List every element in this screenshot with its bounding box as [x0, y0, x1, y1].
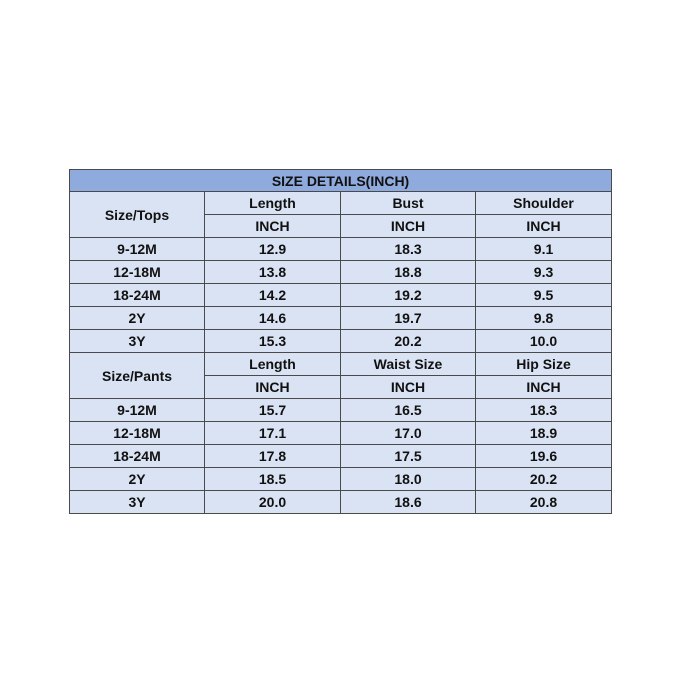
- value-cell: 20.2: [341, 330, 476, 353]
- size-cell: 12-18M: [70, 422, 205, 445]
- value-cell: 20.8: [476, 491, 612, 514]
- size-cell: 3Y: [70, 330, 205, 353]
- value-cell: 20.0: [205, 491, 341, 514]
- pants-header-waist: Waist Size: [341, 353, 476, 376]
- table-row: [70, 468, 612, 491]
- value-cell: 17.8: [205, 445, 341, 468]
- tops-header-bust: Bust: [341, 192, 476, 215]
- table-row: [70, 261, 612, 284]
- pants-header-length: Length: [205, 353, 341, 376]
- pants-header-hip: Hip Size: [476, 353, 612, 376]
- value-cell: 19.7: [341, 307, 476, 330]
- value-cell: 16.5: [341, 399, 476, 422]
- value-cell: 10.0: [476, 330, 612, 353]
- size-cell: 12-18M: [70, 261, 205, 284]
- tops-header-length: Length: [205, 192, 341, 215]
- value-cell: 13.8: [205, 261, 341, 284]
- size-cell: 2Y: [70, 307, 205, 330]
- size-details-table: [69, 169, 612, 514]
- pants-unit-hip: INCH: [476, 376, 612, 399]
- value-cell: 19.6: [476, 445, 612, 468]
- value-cell: 18.8: [341, 261, 476, 284]
- pants-header-row: [70, 353, 612, 376]
- value-cell: 9.8: [476, 307, 612, 330]
- value-cell: 18.3: [476, 399, 612, 422]
- size-cell: 18-24M: [70, 284, 205, 307]
- table-row: [70, 399, 612, 422]
- size-cell: 2Y: [70, 468, 205, 491]
- table-title-row: [70, 170, 612, 192]
- size-cell: 18-24M: [70, 445, 205, 468]
- tops-section-label: Size/Tops: [70, 192, 205, 238]
- value-cell: 19.2: [341, 284, 476, 307]
- tops-unit-length: INCH: [205, 215, 341, 238]
- value-cell: 9.5: [476, 284, 612, 307]
- value-cell: 14.6: [205, 307, 341, 330]
- value-cell: 18.6: [341, 491, 476, 514]
- table-row: [70, 284, 612, 307]
- value-cell: 14.2: [205, 284, 341, 307]
- value-cell: 17.0: [341, 422, 476, 445]
- value-cell: 15.3: [205, 330, 341, 353]
- table-row: [70, 330, 612, 353]
- table-row: [70, 491, 612, 514]
- table-row: [70, 238, 612, 261]
- value-cell: 9.3: [476, 261, 612, 284]
- pants-unit-waist: INCH: [341, 376, 476, 399]
- size-cell: 3Y: [70, 491, 205, 514]
- value-cell: 18.9: [476, 422, 612, 445]
- tops-header-row: [70, 192, 612, 215]
- table-row: [70, 445, 612, 468]
- size-cell: 9-12M: [70, 238, 205, 261]
- table-title: SIZE DETAILS(INCH): [70, 170, 612, 192]
- value-cell: 17.5: [341, 445, 476, 468]
- value-cell: 12.9: [205, 238, 341, 261]
- value-cell: 17.1: [205, 422, 341, 445]
- value-cell: 18.3: [341, 238, 476, 261]
- tops-unit-bust: INCH: [341, 215, 476, 238]
- value-cell: 18.5: [205, 468, 341, 491]
- table-row: [70, 307, 612, 330]
- tops-unit-shoulder: INCH: [476, 215, 612, 238]
- tops-header-shoulder: Shoulder: [476, 192, 612, 215]
- value-cell: 18.0: [341, 468, 476, 491]
- value-cell: 15.7: [205, 399, 341, 422]
- value-cell: 20.2: [476, 468, 612, 491]
- value-cell: 9.1: [476, 238, 612, 261]
- pants-unit-length: INCH: [205, 376, 341, 399]
- pants-section-label: Size/Pants: [70, 353, 205, 399]
- size-cell: 9-12M: [70, 399, 205, 422]
- table-row: [70, 422, 612, 445]
